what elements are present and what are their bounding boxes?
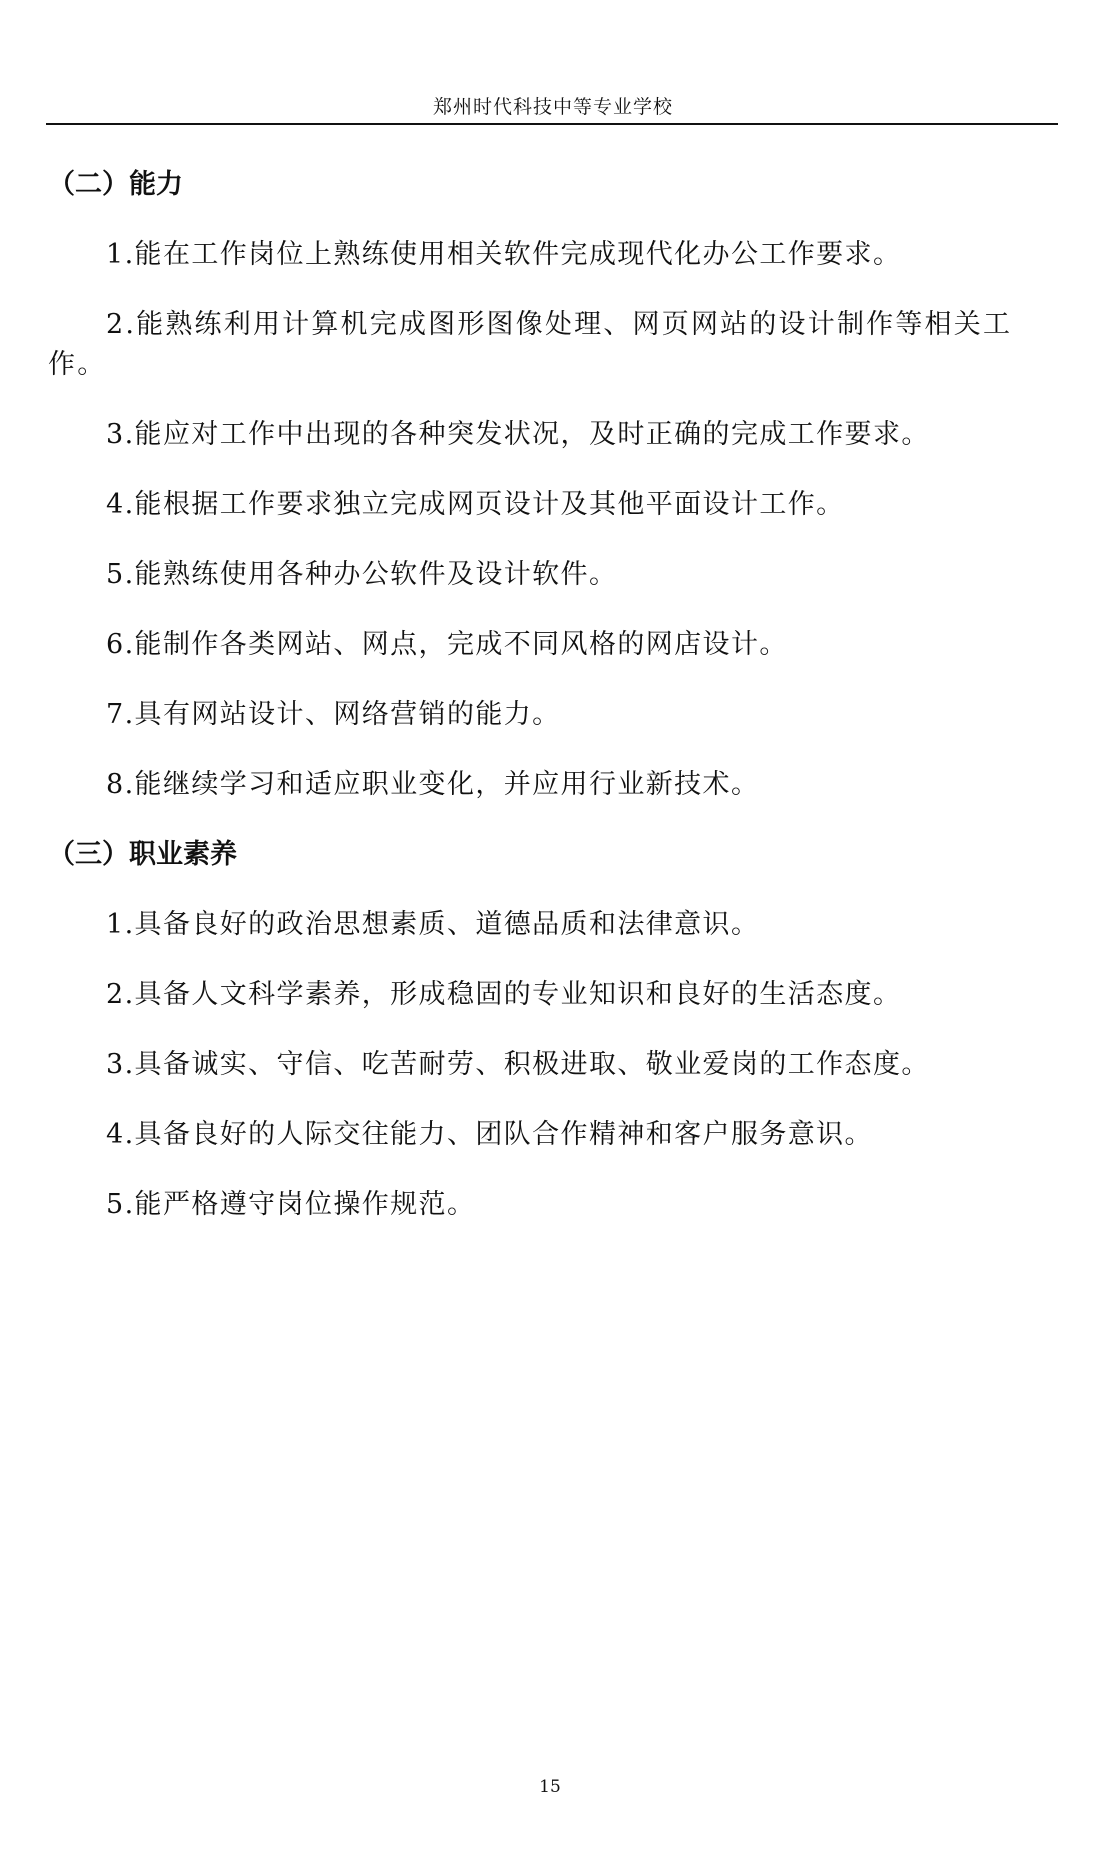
list-item: 2.能熟练利用计算机完成图形图像处理、网页网站的设计制作等相关工作。 bbox=[48, 309, 1013, 380]
list-item: 5.能严格遵守岗位操作规范。 bbox=[106, 1189, 476, 1220]
page-number: 15 bbox=[539, 1777, 561, 1797]
list-item: 3.能应对工作中出现的各种突发状况，及时正确的完成工作要求。 bbox=[106, 419, 930, 450]
page-header: 郑州时代科技中等专业学校 bbox=[432, 96, 673, 118]
section-heading-professional-quality: （三）职业素养 bbox=[48, 839, 237, 870]
list-item: 8.能继续学习和适应职业变化，并应用行业新技术。 bbox=[106, 769, 760, 800]
section-heading-ability: （二）能力 bbox=[48, 169, 183, 200]
list-item: 3.具备诚实、守信、吃苦耐劳、积极进取、敬业爱岗的工作态度。 bbox=[106, 1049, 930, 1080]
list-item: 6.能制作各类网站、网点，完成不同风格的网店设计。 bbox=[106, 629, 788, 660]
list-item: 1.具备良好的政治思想素质、道德品质和法律意识。 bbox=[106, 909, 760, 940]
list-item: 4.能根据工作要求独立完成网页设计及其他平面设计工作。 bbox=[106, 489, 845, 520]
list-item: 2.具备人文科学素养，形成稳固的专业知识和良好的生活态度。 bbox=[106, 979, 902, 1010]
list-item: 7.具有网站设计、网络营销的能力。 bbox=[106, 699, 561, 730]
header-divider bbox=[46, 123, 1058, 125]
document-body bbox=[48, 165, 1058, 1255]
list-item: 5.能熟练使用各种办公软件及设计软件。 bbox=[106, 559, 618, 590]
list-item: 4.具备良好的人际交往能力、团队合作精神和客户服务意识。 bbox=[106, 1119, 873, 1150]
list-item: 1.能在工作岗位上熟练使用相关软件完成现代化办公工作要求。 bbox=[106, 239, 902, 270]
